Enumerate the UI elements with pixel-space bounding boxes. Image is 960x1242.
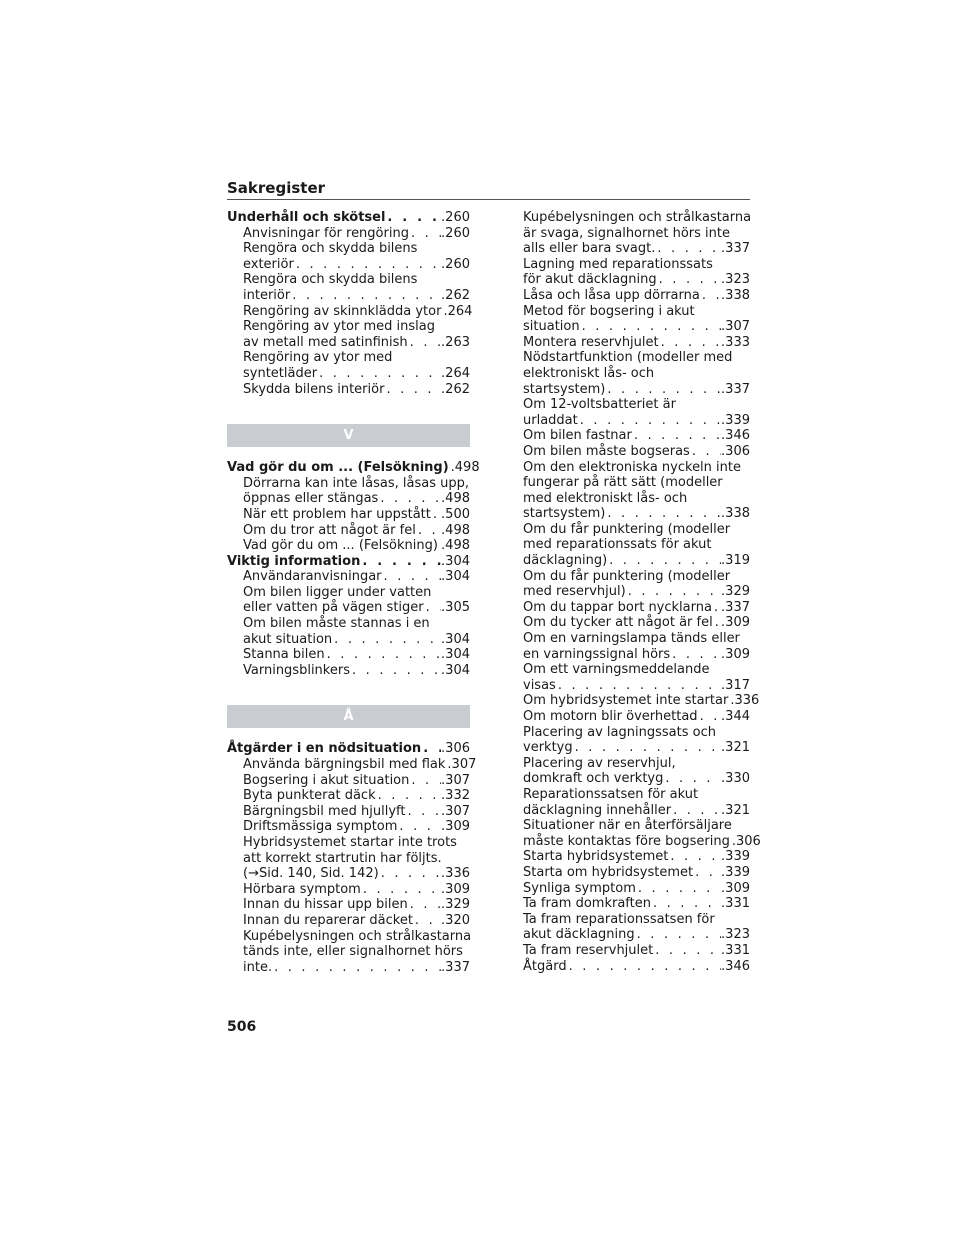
entry-label: exteriör [243, 256, 294, 272]
page-title: Sakregister [227, 179, 326, 197]
entry-label: Anvisningar för rengöring [243, 225, 409, 241]
entry-text-line: elektroniskt lås- och [523, 365, 655, 381]
page-number: 506 [227, 1019, 257, 1035]
entry-page-ref: .339 [721, 849, 750, 865]
entry-label: Åtgärder i en nödsituation [227, 741, 422, 757]
entry-label: däcklagning) [523, 553, 608, 569]
entry-page-ref: .323 [721, 272, 750, 288]
entry-page-ref: .336 [730, 693, 760, 709]
entry-page-ref: .309 [721, 646, 750, 662]
entry-page-ref: .344 [721, 709, 750, 724]
index-sub-entry [507, 662, 750, 693]
page-header [227, 178, 750, 200]
dot-leader [360, 554, 441, 570]
entry-text-line: Situationer när en återförsäljare [523, 818, 732, 834]
entry-text-line: är svaga, signalhornet hörs inte [523, 225, 730, 241]
entry-page-ref: .336 [441, 866, 470, 882]
entry-page-ref: .331 [721, 896, 750, 912]
entry-label: Om motorn blir överhettad [523, 709, 698, 724]
entry-page-ref: .307 [441, 803, 470, 819]
index-column-right [507, 210, 761, 974]
index-sub-entry [227, 913, 470, 929]
index-sub-entry [227, 507, 470, 523]
entry-text-line: Rengöring av ytor med inslag [243, 319, 435, 335]
index-sub-entry [507, 787, 750, 818]
entry-page-ref: .317 [721, 677, 750, 693]
dot-leader [578, 413, 721, 429]
entry-page-ref: .498 [450, 460, 480, 476]
entry-label: för akut däcklagning [523, 272, 657, 288]
dot-leader [413, 913, 441, 929]
index-sub-entry [227, 538, 470, 554]
dot-leader [421, 741, 441, 757]
entry-page-ref: .319 [721, 553, 750, 569]
index-sub-entry [507, 428, 750, 444]
entry-text-line: Ta fram reparationssatsen för [523, 911, 715, 927]
index-sub-entry [507, 756, 750, 787]
entry-page-ref: .332 [441, 788, 470, 804]
entry-label: Om bilen fastnar [523, 428, 632, 444]
entry-page-ref: .339 [721, 412, 750, 428]
entry-text-line: Om du får punktering (modeller [523, 568, 731, 584]
entry-page-ref: .304 [441, 647, 470, 663]
dot-leader [698, 709, 721, 725]
dot-leader [712, 600, 721, 616]
entry-label: däcklagning innehåller [523, 802, 672, 818]
entry-text-line: Lagning med reparationssats [523, 256, 713, 272]
entry-label: Bogsering i akut situation [243, 772, 410, 788]
entry-label: Om du tror att något är fel [243, 522, 416, 538]
entry-label: interiör [243, 287, 291, 303]
entry-page-ref: .346 [721, 428, 750, 444]
index-sub-entry [507, 725, 750, 756]
index-sub-entry [227, 663, 470, 679]
index-block [227, 741, 477, 975]
index-sub-entry [507, 865, 750, 881]
entry-page-ref: .321 [721, 802, 750, 818]
index-main-entry [227, 460, 480, 476]
index-sub-entry [507, 304, 750, 335]
dot-leader [350, 663, 441, 679]
entry-label: Om du tycker att något är fel [523, 615, 713, 631]
dot-leader [671, 803, 721, 819]
entry-page-ref: .330 [721, 771, 750, 787]
index-sub-entry [227, 241, 470, 272]
entry-text-line: Om en varningslampa tänds eller [523, 631, 740, 647]
dot-leader [378, 491, 441, 507]
dot-leader [416, 523, 441, 539]
index-sub-entry [507, 818, 761, 849]
index-sub-entry [227, 350, 470, 381]
entry-label: När ett problem har uppstått [243, 506, 431, 522]
entry-page-ref: .498 [441, 538, 470, 554]
entry-page-ref: .338 [721, 506, 750, 522]
dot-leader [294, 257, 441, 273]
index-sub-entry [507, 288, 750, 304]
entry-label: Vad gör du om ... (Felsökning) [227, 460, 449, 476]
index-sub-entry [507, 693, 760, 709]
dot-leader [668, 849, 721, 865]
entry-label: akut däcklagning [523, 927, 635, 943]
entry-label: Starta hybridsystemet [523, 849, 669, 865]
entry-page-ref: .307 [721, 319, 750, 335]
dot-leader [657, 272, 721, 288]
entry-label: alls eller bara svagt. [523, 241, 656, 257]
index-sub-entry [507, 397, 750, 428]
entry-label: Viktig information [227, 553, 361, 569]
dot-leader [632, 428, 721, 444]
entry-page-ref: .304 [441, 569, 470, 585]
dot-leader [573, 740, 721, 756]
dot-leader [379, 866, 441, 882]
entry-text-line: Placering av lagningssats och [523, 724, 716, 740]
index-sub-entry [507, 709, 750, 725]
entry-page-ref: .309 [721, 615, 750, 631]
dot-leader [405, 804, 441, 820]
entry-page-ref: .339 [721, 864, 750, 880]
dot-leader [325, 647, 441, 663]
dot-leader [408, 335, 441, 351]
entry-page-ref: .320 [441, 912, 470, 928]
entry-text-line: med reparationssats för akut [523, 537, 712, 553]
entry-page-ref: .260 [441, 225, 470, 241]
entry-label: situation [523, 319, 580, 335]
index-sub-entry [227, 382, 470, 398]
index-sub-entry [507, 631, 750, 662]
entry-label: Hörbara symptom [243, 881, 361, 897]
entry-label: Bärgningsbil med hjullyft [243, 803, 406, 819]
index-sub-entry [507, 959, 750, 975]
entry-label: verktyg [523, 740, 573, 756]
entry-page-ref: .264 [441, 365, 470, 381]
entry-label: Montera reservhjulet [523, 334, 659, 350]
index-sub-entry [227, 226, 470, 242]
entry-page-ref: .306 [721, 443, 750, 459]
entry-label: Ta fram reservhjulet [523, 942, 654, 958]
entry-page-ref: .264 [443, 303, 473, 319]
dot-leader [332, 632, 441, 648]
entry-label: Ta fram domkraften [523, 896, 651, 912]
index-sub-entry [507, 849, 750, 865]
dot-leader [607, 553, 721, 569]
entry-page-ref: .337 [721, 241, 750, 257]
entry-label: Låsa och låsa upp dörrarna [523, 287, 700, 303]
entry-label: akut situation [243, 631, 333, 647]
entry-label: syntetläder [243, 365, 318, 381]
entry-label: måste kontaktas före bogsering [523, 833, 730, 849]
entry-text-line: tänds inte, eller signalhornet hörs [243, 944, 463, 960]
dot-leader [693, 865, 721, 881]
dot-leader [651, 896, 721, 912]
entry-page-ref: .321 [721, 740, 750, 756]
entry-label: visas [523, 677, 556, 693]
dot-leader [431, 507, 441, 523]
entry-label: startsystem) [523, 381, 606, 397]
dot-leader [409, 773, 441, 789]
entry-label: Vad gör du om ... (Felsökning) [243, 538, 438, 554]
index-sub-entry [227, 476, 470, 507]
entry-page-ref: .307 [441, 772, 470, 788]
entry-page-ref: .304 [441, 631, 470, 647]
entry-page-ref: .304 [441, 553, 470, 569]
dot-leader [636, 881, 721, 897]
index-sub-entry [227, 882, 470, 898]
index-sub-entry [227, 835, 470, 882]
index-column-left [227, 210, 480, 975]
dot-leader [290, 288, 441, 304]
entry-text-line: Om bilen måste stannas i en [243, 616, 430, 632]
index-sub-entry [227, 319, 470, 350]
entry-label: inte. [243, 959, 273, 975]
entry-page-ref: .337 [721, 381, 750, 397]
entry-text-line: Rengöra och skydda bilens [243, 272, 418, 288]
entry-page-ref: .498 [441, 522, 470, 538]
index-sub-entry [507, 881, 750, 897]
index-sub-entry [227, 585, 470, 616]
entry-text-line: att korrekt startrutin har följts. [243, 850, 442, 866]
entry-label: Innan du hissar upp bilen [243, 897, 408, 913]
dot-leader [397, 819, 441, 835]
dot-leader [361, 882, 441, 898]
index-sub-entry [227, 523, 470, 539]
index-sub-entry [227, 757, 477, 773]
index-sub-entry [227, 616, 470, 647]
index-sub-entry [507, 600, 750, 616]
entry-text-line: med elektroniskt lås- och [523, 490, 688, 506]
dot-leader [626, 584, 721, 600]
entry-label: öppnas eller stängas [243, 491, 379, 507]
entry-label: Stanna bilen [243, 647, 325, 663]
index-sub-entry [507, 460, 750, 522]
entry-page-ref: .333 [721, 334, 750, 350]
entry-text-line: Nödstartfunktion (modeller med [523, 350, 733, 366]
dot-leader [376, 788, 441, 804]
entry-label: (→Sid. 140, Sid. 142) [243, 866, 379, 882]
entry-text-line: Metod för bogsering i akut [523, 303, 695, 319]
entry-page-ref: .260 [441, 210, 470, 225]
index-sub-entry [227, 569, 470, 585]
entry-text-line: Kupébelysningen och strålkastarna [243, 928, 472, 944]
entry-text-line: Placering av reservhjul, [523, 755, 676, 771]
dot-leader [408, 897, 441, 913]
index-block [227, 210, 473, 397]
entry-page-ref: .323 [721, 927, 750, 943]
index-sub-entry [227, 272, 470, 303]
index-sub-entry [507, 896, 750, 912]
index-block [507, 210, 761, 974]
entry-page-ref: .306 [441, 741, 470, 757]
index-sub-entry [227, 929, 470, 976]
entry-label: Innan du reparerar däcket [243, 912, 413, 928]
entry-page-ref: .337 [441, 959, 470, 975]
index-main-entry [227, 741, 470, 757]
entry-label: Byta punkterat däck [243, 788, 376, 804]
entry-page-ref: .309 [441, 881, 470, 897]
dot-leader [382, 569, 442, 585]
entry-label: med reservhjul) [523, 584, 626, 600]
dot-leader [653, 943, 721, 959]
index-sub-entry [227, 303, 473, 320]
entry-page-ref: .263 [441, 334, 470, 350]
entry-label: Skydda bilens interiör [243, 381, 385, 397]
entry-page-ref: .337 [721, 599, 750, 615]
entry-page-ref: .262 [441, 287, 470, 303]
dot-leader [605, 506, 721, 522]
section-letter-v: V [227, 424, 470, 447]
entry-page-ref: .309 [441, 819, 470, 835]
entry-page-ref: .260 [441, 256, 470, 272]
entry-text-line: Rengöring av ytor med [243, 350, 393, 366]
entry-label: eller vatten på vägen stiger [243, 600, 424, 616]
dot-leader [385, 210, 441, 226]
entry-label: Underhåll och skötsel [227, 210, 386, 225]
entry-label: Driftsmässiga symptom [243, 819, 398, 835]
dot-leader [663, 771, 721, 787]
index-sub-entry [507, 350, 750, 397]
entry-label: Varningsblinkers [243, 662, 350, 678]
dot-leader [424, 600, 441, 616]
entry-text-line: Dörrarna kan inte låsas, låsas upp, [243, 475, 470, 491]
entry-page-ref: .305 [441, 600, 470, 616]
entry-label: Rengöring av skinnklädda ytor [243, 303, 442, 319]
entry-label: en varningssignal hörs [523, 646, 671, 662]
index-main-entry [227, 554, 470, 570]
index-sub-entry [507, 569, 750, 600]
index-sub-entry [507, 943, 750, 959]
entry-text-line: Om du får punktering (modeller [523, 521, 731, 537]
entry-label: Synliga symptom [523, 880, 636, 896]
dot-leader [567, 959, 721, 975]
dot-leader [670, 647, 721, 663]
index-sub-entry [507, 912, 750, 943]
entry-label: urladdat [523, 412, 578, 428]
index-sub-entry [507, 210, 750, 257]
entry-page-ref: .338 [721, 287, 750, 303]
entry-label: Användaranvisningar [243, 569, 382, 585]
entry-label: Om du tappar bort nycklarna [523, 599, 712, 615]
index-sub-entry [227, 897, 470, 913]
dot-leader [655, 241, 721, 257]
entry-page-ref: .329 [721, 584, 750, 600]
index-sub-entry [507, 257, 750, 288]
entry-text-line: Reparationssatsen för akut [523, 786, 699, 802]
index-sub-entry [227, 804, 470, 820]
entry-label: Åtgärd [523, 958, 567, 974]
dot-leader [700, 288, 721, 304]
dot-leader [272, 960, 441, 976]
dot-leader [409, 226, 441, 242]
entry-page-ref: .306 [731, 833, 761, 849]
entry-page-ref: .304 [441, 662, 470, 678]
index-sub-entry [507, 444, 750, 460]
entry-text-line: fungerar på rätt sätt (modeller [523, 475, 723, 491]
entry-text-line: Om den elektroniska nyckeln inte [523, 459, 741, 475]
index-sub-entry [507, 522, 750, 569]
dot-leader [317, 366, 441, 382]
entry-label: Om bilen måste bogseras [523, 443, 690, 459]
dot-leader [635, 927, 721, 943]
entry-page-ref: .331 [721, 942, 750, 958]
index-sub-entry [227, 773, 470, 789]
dot-leader [580, 319, 721, 335]
section-letter-a: Å [227, 705, 470, 728]
entry-label: av metall med satinfinish [243, 334, 408, 350]
entry-page-ref: .262 [441, 381, 470, 397]
dot-leader [384, 382, 441, 398]
entry-page-ref: .329 [441, 897, 470, 913]
entry-page-ref: .309 [721, 880, 750, 896]
entry-text-line: Rengöra och skydda bilens [243, 241, 418, 257]
index-sub-entry [227, 788, 470, 804]
entry-label: startsystem) [523, 506, 606, 522]
dot-leader [605, 382, 721, 398]
entry-label: Starta om hybridsystemet [523, 864, 694, 880]
entry-text-line: Hybridsystemet startar inte trots [243, 835, 457, 850]
index-sub-entry [507, 335, 750, 351]
entry-text-line: Om 12-voltsbatteriet är [523, 397, 676, 413]
index-sub-entry [227, 819, 470, 835]
entry-page-ref: .307 [447, 757, 477, 773]
entry-text-line: Kupébelysningen och strålkastarna [523, 210, 752, 225]
entry-text-line: Om ett varningsmeddelande [523, 662, 710, 678]
index-main-entry [227, 210, 470, 226]
entry-label: Om hybridsystemet inte startar [523, 693, 729, 709]
dot-leader [659, 335, 721, 351]
entry-page-ref: .346 [721, 958, 750, 974]
dot-leader [713, 615, 721, 631]
index-sub-entry [227, 647, 470, 663]
entry-page-ref: .498 [441, 491, 470, 507]
dot-leader [690, 444, 721, 460]
index-sub-entry [507, 615, 750, 631]
entry-page-ref: .500 [441, 506, 470, 522]
index-block [227, 460, 480, 678]
entry-text-line: Om bilen ligger under vatten [243, 584, 432, 600]
entry-label: Använda bärgningsbil med flak [243, 757, 446, 773]
dot-leader [556, 678, 721, 694]
entry-label: domkraft och verktyg [523, 771, 664, 787]
